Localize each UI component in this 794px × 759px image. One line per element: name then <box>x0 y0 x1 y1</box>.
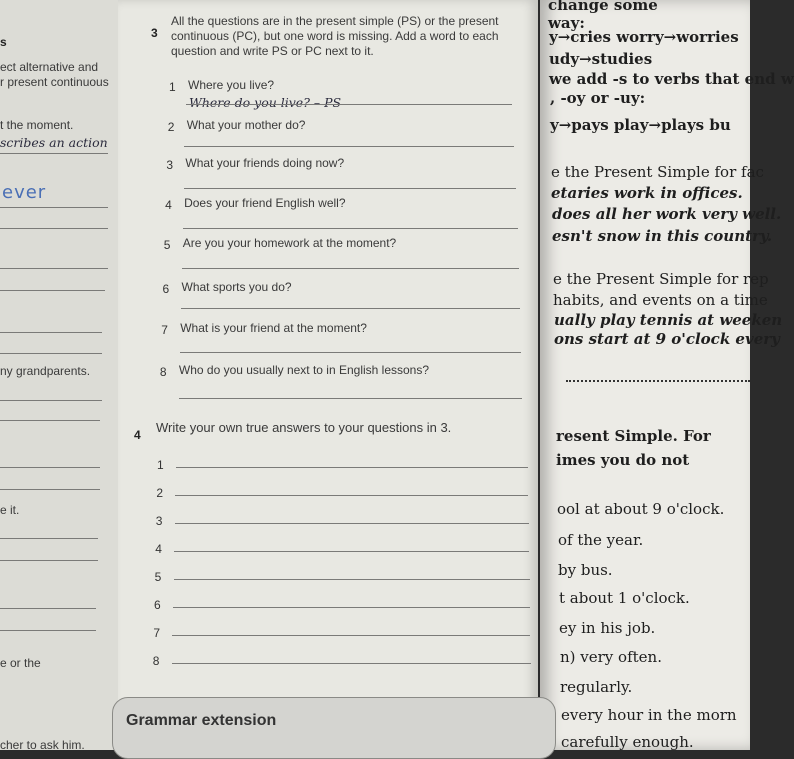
exercise-4-number: 4 <box>134 428 141 442</box>
right-page-line: resent Simple. For <box>556 427 711 445</box>
exercise-3-question: Are you your homework at the moment? <box>182 236 397 250</box>
right-page-line: every hour in the morn <box>561 706 737 724</box>
grammar-extension-title: Grammar extension <box>126 712 277 729</box>
exercise-3-item-number: 6 <box>162 282 170 296</box>
exercise-4-answer-line <box>174 579 530 580</box>
exercise-3-item-number: 5 <box>163 238 171 252</box>
right-page-line: habits, and events on a time <box>553 291 768 309</box>
right-page-line: , -oy or -uy: <box>550 89 646 107</box>
right-page-line: of the year. <box>558 531 644 549</box>
exercise-3-question: What your friends doing now? <box>185 156 345 170</box>
right-page-line: does all her work very well. <box>552 205 782 223</box>
right-page-line: n) very often. <box>560 648 662 666</box>
left-page-line: e it. <box>0 503 20 517</box>
right-page-line: ey in his job. <box>559 619 656 637</box>
exercise-4-answer-line <box>175 523 529 524</box>
exercise-4-item-number: 3 <box>155 514 163 528</box>
exercise-4-answer-line <box>172 635 530 636</box>
exercise-3-instruction-line-3: question and write PS or PC next to it. <box>171 44 374 58</box>
exercise-3-instruction-line-2: continuous (PC), but one word is missing. Add a word to each <box>171 29 499 43</box>
exercise-3-question: What your mother do? <box>186 118 306 132</box>
exercise-4-item-number: 5 <box>154 570 162 584</box>
exercise-3-question: Does your friend English well? <box>184 196 346 210</box>
exercise-4-item-number: 4 <box>155 542 162 556</box>
exercise-3-instruction-line-1: All the questions are in the present simple (PS) or the present <box>171 14 499 28</box>
exercise-4-item-number: 2 <box>156 486 164 500</box>
right-page-line: etaries work in offices. <box>551 184 743 202</box>
left-page-line: cher to ask him. <box>0 738 85 752</box>
exercise-3-handwritten-answer: Where do you live? – PS <box>189 95 342 110</box>
right-page-line: change some <box>548 0 658 14</box>
exercise-3-item-number: 8 <box>159 365 167 379</box>
left-page-line: ny grandparents. <box>0 364 91 378</box>
exercise-3-item-number: 4 <box>165 198 172 212</box>
left-page-line: t the moment. <box>0 118 74 132</box>
right-page-line: carefully enough. <box>561 733 694 751</box>
exercise-4-answer-line <box>174 551 529 552</box>
exercise-3-answer-line <box>183 228 518 229</box>
exercise-3-item-number: 2 <box>167 120 175 134</box>
exercise-4-item-number: 6 <box>154 598 161 612</box>
exercise-3-answer-line <box>182 268 519 269</box>
exercise-4-item-number: 8 <box>152 654 160 668</box>
right-page-line: imes you do not <box>556 451 690 469</box>
right-page-line: t about 1 o'clock. <box>559 589 690 607</box>
exercise-4-answer-line <box>172 663 531 664</box>
right-page-line: we add -s to verbs that end w <box>549 70 794 88</box>
exercise-4-answer-line <box>173 607 530 608</box>
left-page-line: e or the <box>0 656 41 670</box>
right-page-line: ons start at 9 o'clock every <box>554 330 780 348</box>
exercise-3-answer-line <box>186 104 512 105</box>
exercise-4-item-number: 7 <box>153 626 161 640</box>
right-page-line: ool at about 9 o'clock. <box>557 500 725 518</box>
exercise-3-answer-line <box>184 188 516 189</box>
right-page-dotted-divider <box>566 380 750 382</box>
left-page-line: r present continuous <box>0 75 109 89</box>
right-page-line: udy→studies <box>549 50 653 68</box>
exercise-4-instruction: Write your own true answers to your questions in 3. <box>156 420 452 435</box>
exercise-4-item-number: 1 <box>157 458 164 472</box>
left-page-line: scribes an action <box>0 135 108 150</box>
right-page-line: regularly. <box>560 678 633 696</box>
exercise-3-question: What is your friend at the moment? <box>180 321 367 335</box>
handwritten-word: ever <box>2 182 47 203</box>
exercise-3-question: Who do you usually next to in English lessons? <box>178 363 430 377</box>
exercise-3-item-number: 7 <box>161 323 168 337</box>
left-page-line: s <box>0 35 7 49</box>
exercise-3-answer-line <box>181 308 520 309</box>
exercise-3-answer-line <box>179 398 522 399</box>
exercise-3-item-number: 1 <box>169 80 176 94</box>
exercise-3-number: 3 <box>151 26 158 40</box>
right-page-line: e the Present Simple for fac <box>551 163 764 181</box>
exercise-3-item-number: 3 <box>166 158 174 172</box>
exercise-4-answer-line <box>176 467 528 468</box>
right-page-line: e the Present Simple for rep <box>553 270 769 288</box>
right-page-line: y→pays play→plays bu <box>550 116 731 134</box>
right-page-line: ually play tennis at weeken <box>554 311 783 329</box>
exercise-3-question: What sports you do? <box>181 280 292 294</box>
right-page <box>540 0 750 750</box>
exercise-3-question: Where you live? <box>188 78 275 92</box>
right-page-line: esn't snow in this country. <box>552 227 773 245</box>
exercise-3-answer-line <box>184 146 514 147</box>
exercise-3-answer-line <box>180 352 521 353</box>
right-page-line: y→cries worry→worries <box>549 28 739 46</box>
exercise-4-answer-line <box>175 495 528 496</box>
right-page-line: by bus. <box>558 561 613 579</box>
left-page-line: ect alternative and <box>0 60 99 74</box>
right-page-line: way: <box>548 14 585 32</box>
